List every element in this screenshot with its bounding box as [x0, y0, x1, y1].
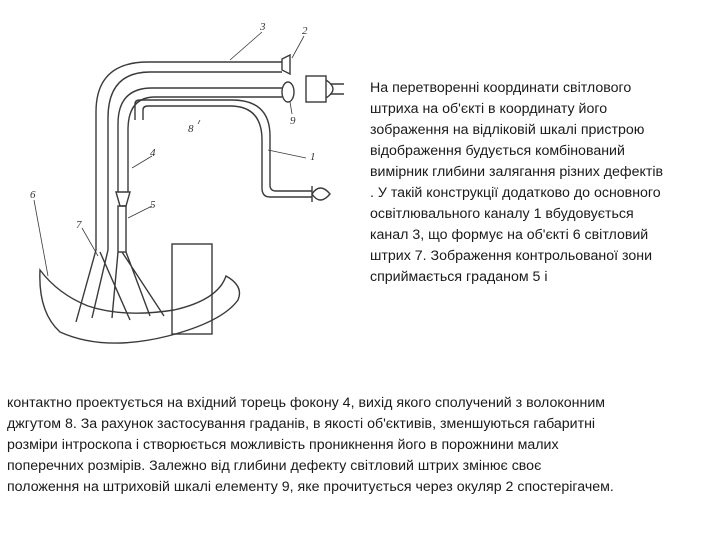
- upper-line: відображення будується комбінований: [370, 143, 625, 159]
- description-lower: [7, 393, 715, 498]
- lamp: [312, 186, 330, 202]
- label-4: 4: [150, 147, 156, 159]
- description-upper: [370, 78, 715, 288]
- object-6: [40, 270, 240, 343]
- label-1: 1: [310, 151, 316, 163]
- label-9: 9: [290, 115, 296, 127]
- label-2: 2: [302, 25, 308, 37]
- lower-line: розміри інтроскопа і створюється можливість проникнення його в порожнини малих: [7, 437, 559, 453]
- label-5: 5: [150, 199, 156, 211]
- label-3: 3: [260, 21, 266, 33]
- focon-4: [116, 192, 130, 206]
- illumination-channel-1: [143, 106, 312, 197]
- upper-line: канал 3, що формує на об'єкті 6 світловий: [370, 227, 649, 243]
- eye-housing: [306, 76, 326, 102]
- fiber-bundle-8: [118, 88, 282, 192]
- upper-line: . У такій конструкції додатково до основного: [370, 185, 661, 201]
- upper-line: освітлювального каналу 1 вбудовується: [370, 206, 634, 222]
- label-6: 6: [30, 189, 36, 201]
- lower-line: джгутом 8. За рахунок застосування граданів, в якості об'єктивів, зменшуються габаритні: [7, 416, 596, 432]
- eyepiece-2: [282, 55, 290, 74]
- upper-line: На перетворенні координати світлового: [370, 80, 632, 96]
- scale-9: [282, 82, 294, 102]
- lower-line: контактно проектується на вхідний торець фокону 4, вихід якого сполучений з волоконним: [7, 395, 605, 411]
- upper-line: штриха на об'єкті в координату його: [370, 101, 608, 117]
- instrument-housing: [172, 244, 212, 334]
- gradan-5: [118, 206, 126, 252]
- label-7: 7: [76, 219, 82, 231]
- upper-line: штрих 7. Зображення контрольованої зони: [370, 248, 653, 264]
- lower-line: поперечних розмірів. Залежно від глибини дефекту світловий штрих змінює своє: [7, 458, 542, 474]
- upper-line: вимірник глибини залягання різних дефектів: [370, 164, 664, 180]
- lower-line: положення на штриховій шкалі елементу 9, яке прочитується через окуляр 2 спостерігачем.: [7, 479, 614, 495]
- fiber-channel-3: [96, 62, 282, 250]
- label-8: 8: [188, 123, 194, 135]
- intrascope-diagram: [0, 0, 360, 372]
- upper-line: сприймається граданом 5 і: [370, 269, 548, 285]
- upper-line: зображення на відліковій шкалі пристрою: [370, 122, 645, 138]
